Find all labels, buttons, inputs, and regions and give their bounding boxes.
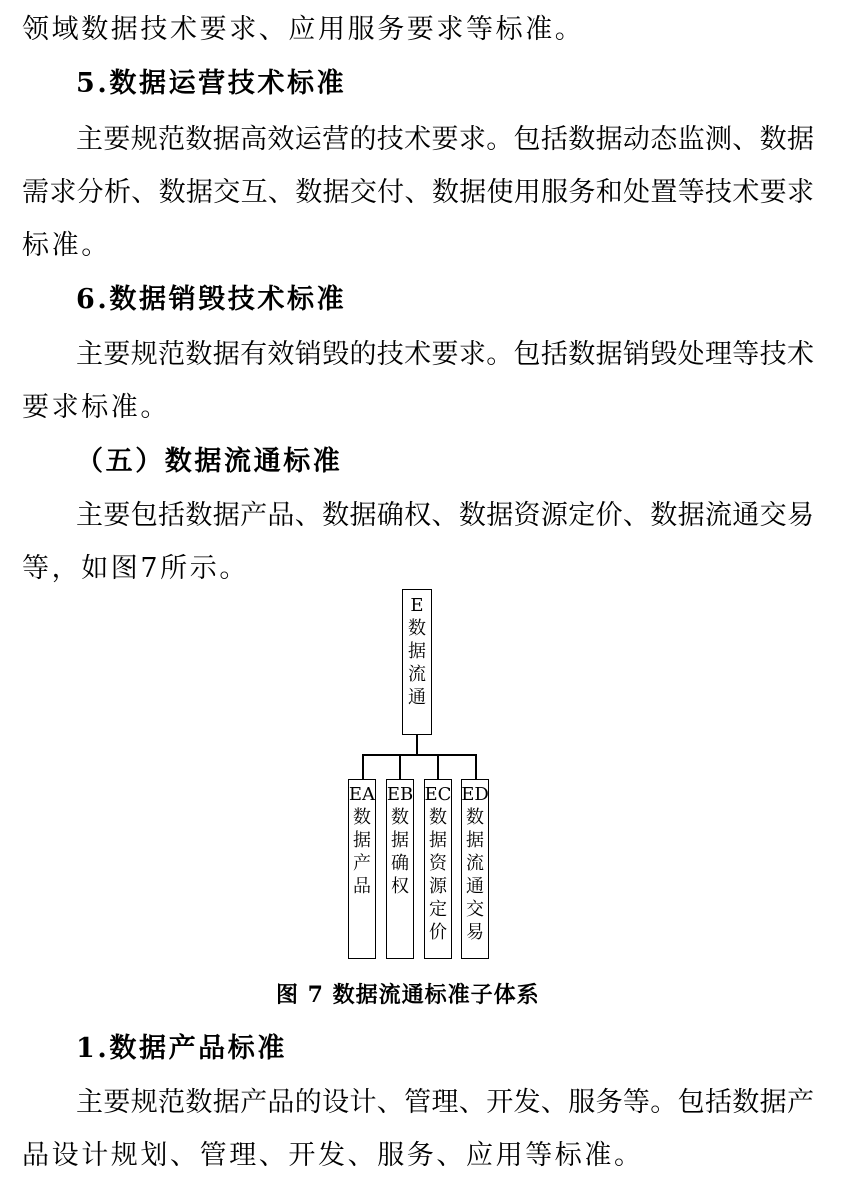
child-label: EB数据确权 bbox=[386, 784, 414, 897]
branch-bar bbox=[362, 754, 476, 756]
text-line: 要求标准。 bbox=[22, 392, 170, 423]
figure-caption: 图 7 数据流通标准子体系 bbox=[276, 982, 540, 1008]
branch-line bbox=[362, 754, 364, 779]
text-line: 主要包括数据产品、数据确权、数据资源定价、数据流通交易 bbox=[76, 500, 814, 531]
child-label: EA数据产品 bbox=[348, 784, 376, 897]
section-heading: （五）数据流通标准 bbox=[76, 446, 343, 477]
child-label: ED数据流通交易 bbox=[461, 784, 489, 943]
text-line: 品设计规划、管理、开发、服务、应用等标准。 bbox=[22, 1140, 644, 1171]
text-line: 等，如图7所示。 bbox=[22, 553, 249, 584]
section-heading: 5.数据运营技术标准 bbox=[76, 68, 347, 99]
branch-line bbox=[437, 754, 439, 779]
root-label: E数据流通 bbox=[408, 595, 426, 708]
text-line: 需求分析、数据交互、数据交付、数据使用服务和处置等技术要求 bbox=[22, 177, 814, 208]
text-line: 领域数据技术要求、应用服务要求等标准。 bbox=[22, 14, 585, 45]
text-line: 标准。 bbox=[22, 230, 111, 261]
branch-line bbox=[475, 754, 477, 779]
text-line: 主要规范数据高效运营的技术要求。包括数据动态监测、数据 bbox=[76, 124, 814, 155]
trunk-line bbox=[416, 735, 418, 755]
text-line: 主要规范数据产品的设计、管理、开发、服务等。包括数据产 bbox=[76, 1087, 814, 1118]
section-heading: 1.数据产品标准 bbox=[76, 1033, 287, 1064]
branch-line bbox=[399, 754, 401, 779]
child-label: EC数据资源定价 bbox=[424, 784, 452, 943]
text-line: 主要规范数据有效销毁的技术要求。包括数据销毁处理等技术 bbox=[76, 339, 814, 370]
section-heading: 6.数据销毁技术标准 bbox=[76, 284, 347, 315]
